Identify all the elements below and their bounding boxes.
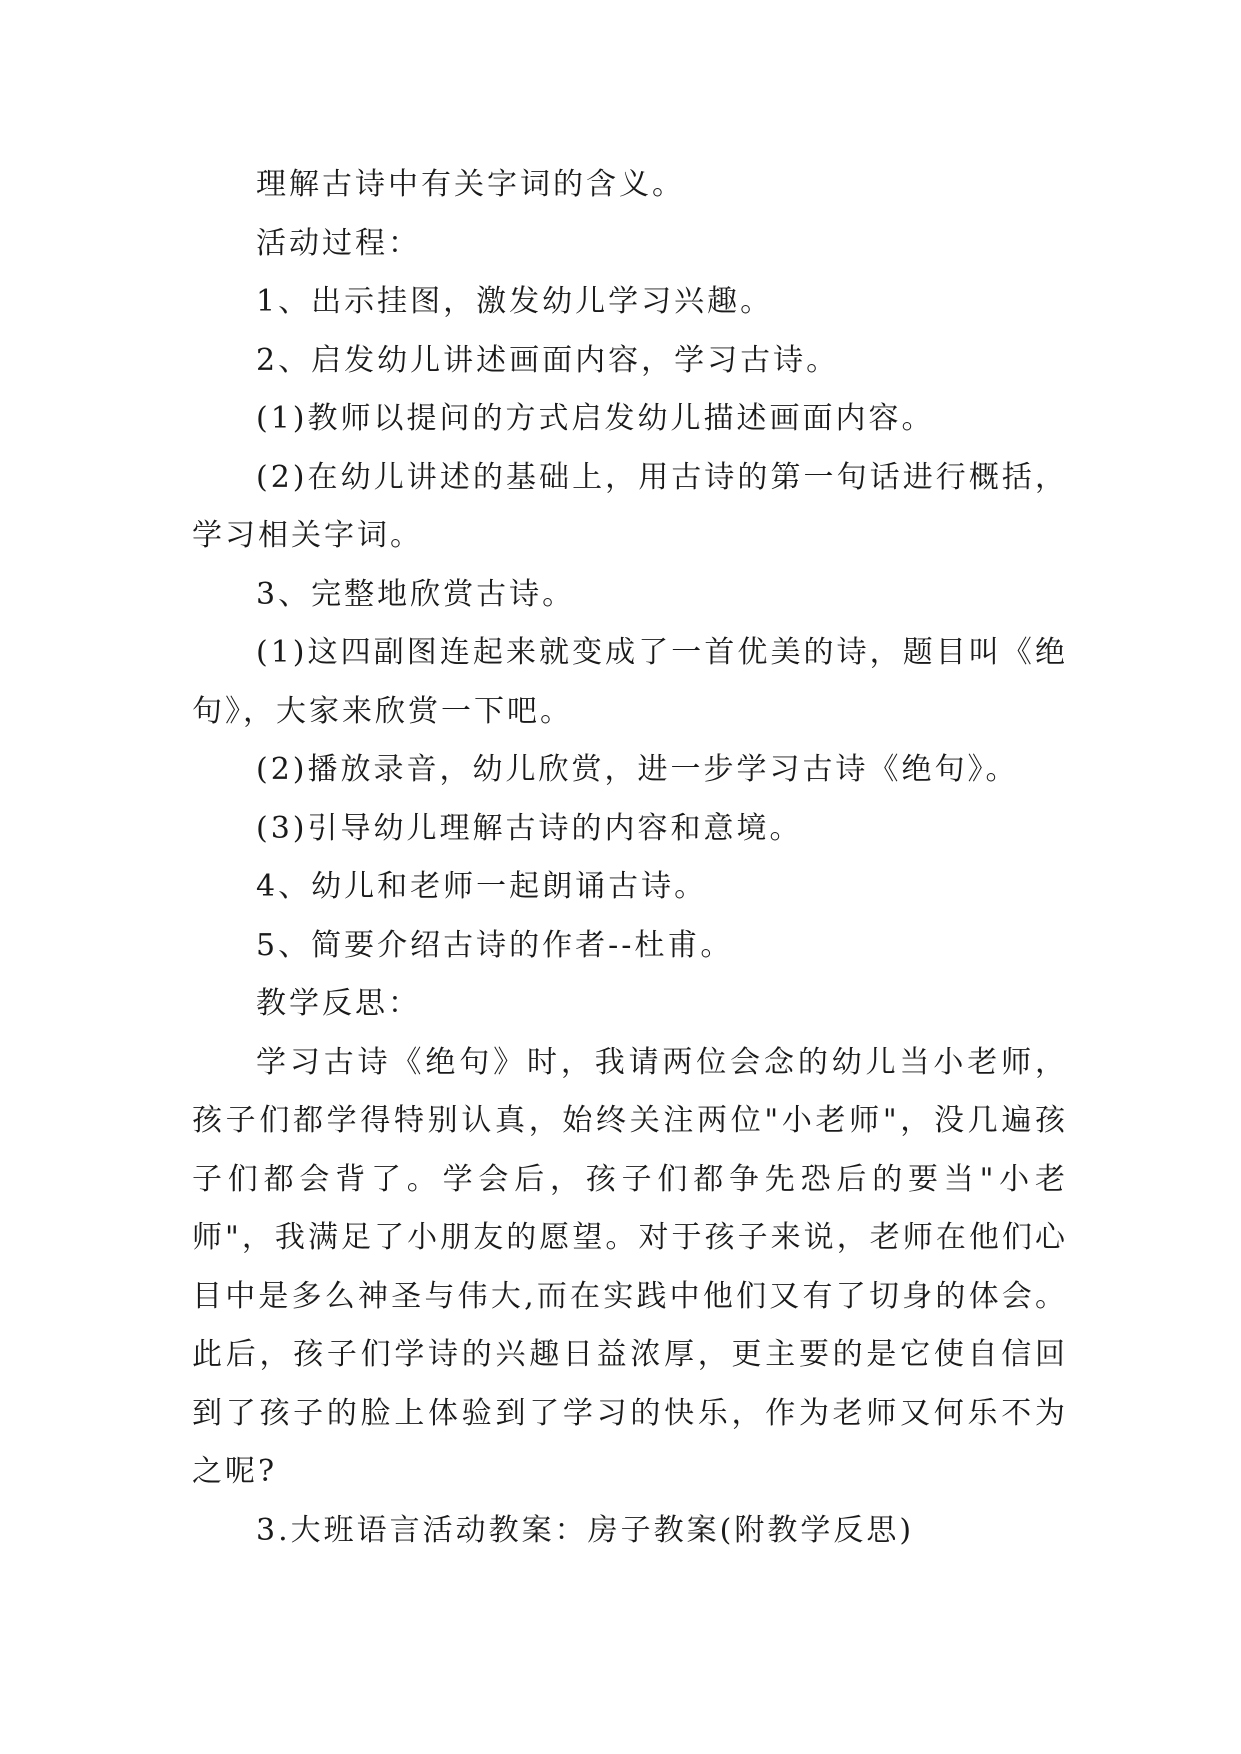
step-2: 2、启发幼儿讲述画面内容，学习古诗。 (256, 342, 840, 378)
step-3-sub-1: (1)这四副图连起来就变成了一首优美的诗，题目叫《绝句》，大家来欣赏一下吧。 (192, 635, 1068, 729)
step-3: 3、完整地欣赏古诗。 (256, 576, 576, 612)
next-section-title: 3.大班语言活动教案：房子教案(附教学反思) (256, 1512, 915, 1548)
heading-teaching-reflection: 教学反思： (256, 986, 421, 1021)
step-2-sub-2: (2)在幼儿讲述的基础上，用古诗的第一句话进行概括，学习相关字词。 (192, 459, 1068, 553)
reflection-paragraph: 学习古诗《绝句》时，我请两位会念的幼儿当小老师，孩子们都学得特别认真，始终关注两位"小老师"，没几遍孩子们都会背了。学会后，孩子们都争先恐后的要当"小老师"，我满足了小朋友的愿望。对于孩子来说，老师在他们心目中是多么神圣与伟大,而在实践中他们又有了切身的体会。此后，孩子们学诗的兴趣日益浓厚，更主要的是它使自信回到了孩子的脸上体验到了学习的快乐，作为老师又何乐不为之呢? (192, 1044, 1068, 1489)
step-4: 4、幼儿和老师一起朗诵古诗。 (256, 869, 708, 904)
paragraph-objective: 理解古诗中有关字词的含义。 (256, 167, 685, 202)
step-3-sub-3: (3)引导幼儿理解古诗的内容和意境。 (256, 810, 803, 846)
step-3-sub-2: (2)播放录音，幼儿欣赏，进一步学习古诗《绝句》。 (256, 752, 1019, 787)
document-body (192, 156, 1068, 1560)
heading-activity-process: 活动过程： (256, 225, 421, 261)
step-5: 5、简要介绍古诗的作者--杜甫。 (256, 927, 734, 963)
step-1: 1、出示挂图，激发幼儿学习兴趣。 (256, 284, 774, 319)
step-2-sub-1: (1)教师以提问的方式启发幼儿描述画面内容。 (256, 401, 935, 436)
